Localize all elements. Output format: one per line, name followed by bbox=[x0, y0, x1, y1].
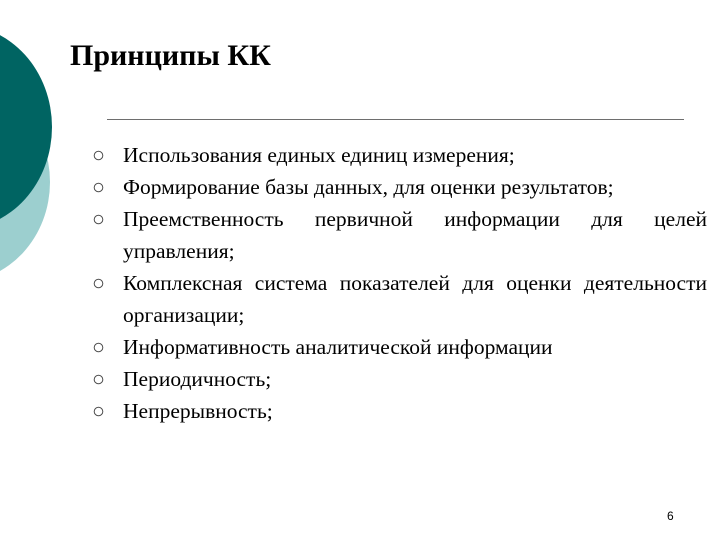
list-item-text: Преемственность первичной информации для целей управления; bbox=[123, 207, 707, 263]
list-item-text: Периодичность; bbox=[123, 367, 272, 391]
hollow-circle-icon bbox=[93, 363, 123, 395]
list-item bbox=[93, 139, 707, 171]
hollow-circle-icon bbox=[93, 331, 123, 363]
list-item bbox=[93, 363, 707, 395]
hollow-circle-icon bbox=[93, 203, 123, 235]
title-divider bbox=[107, 119, 684, 120]
list-item-text: Формирование базы данных, для оценки результатов; bbox=[123, 175, 614, 199]
list-item-text: Непрерывность; bbox=[123, 399, 273, 423]
list-item-text: Информативность аналитической информации bbox=[123, 335, 553, 359]
list-item bbox=[93, 331, 707, 363]
list-item-text: Комплексная система показателей для оценки деятельности организации; bbox=[123, 271, 707, 327]
page-number: 6 bbox=[667, 509, 674, 523]
bullet-list bbox=[93, 139, 707, 427]
hollow-circle-icon bbox=[93, 171, 123, 203]
list-item bbox=[93, 267, 707, 331]
hollow-circle-icon bbox=[93, 267, 123, 299]
hollow-circle-icon bbox=[93, 139, 123, 171]
slide-title: Принципы КК bbox=[70, 39, 271, 72]
list-item bbox=[93, 203, 707, 267]
list-item bbox=[93, 171, 707, 203]
list-item bbox=[93, 395, 707, 427]
hollow-circle-icon bbox=[93, 395, 123, 427]
list-item-text: Использования единых единиц измерения; bbox=[123, 143, 515, 167]
